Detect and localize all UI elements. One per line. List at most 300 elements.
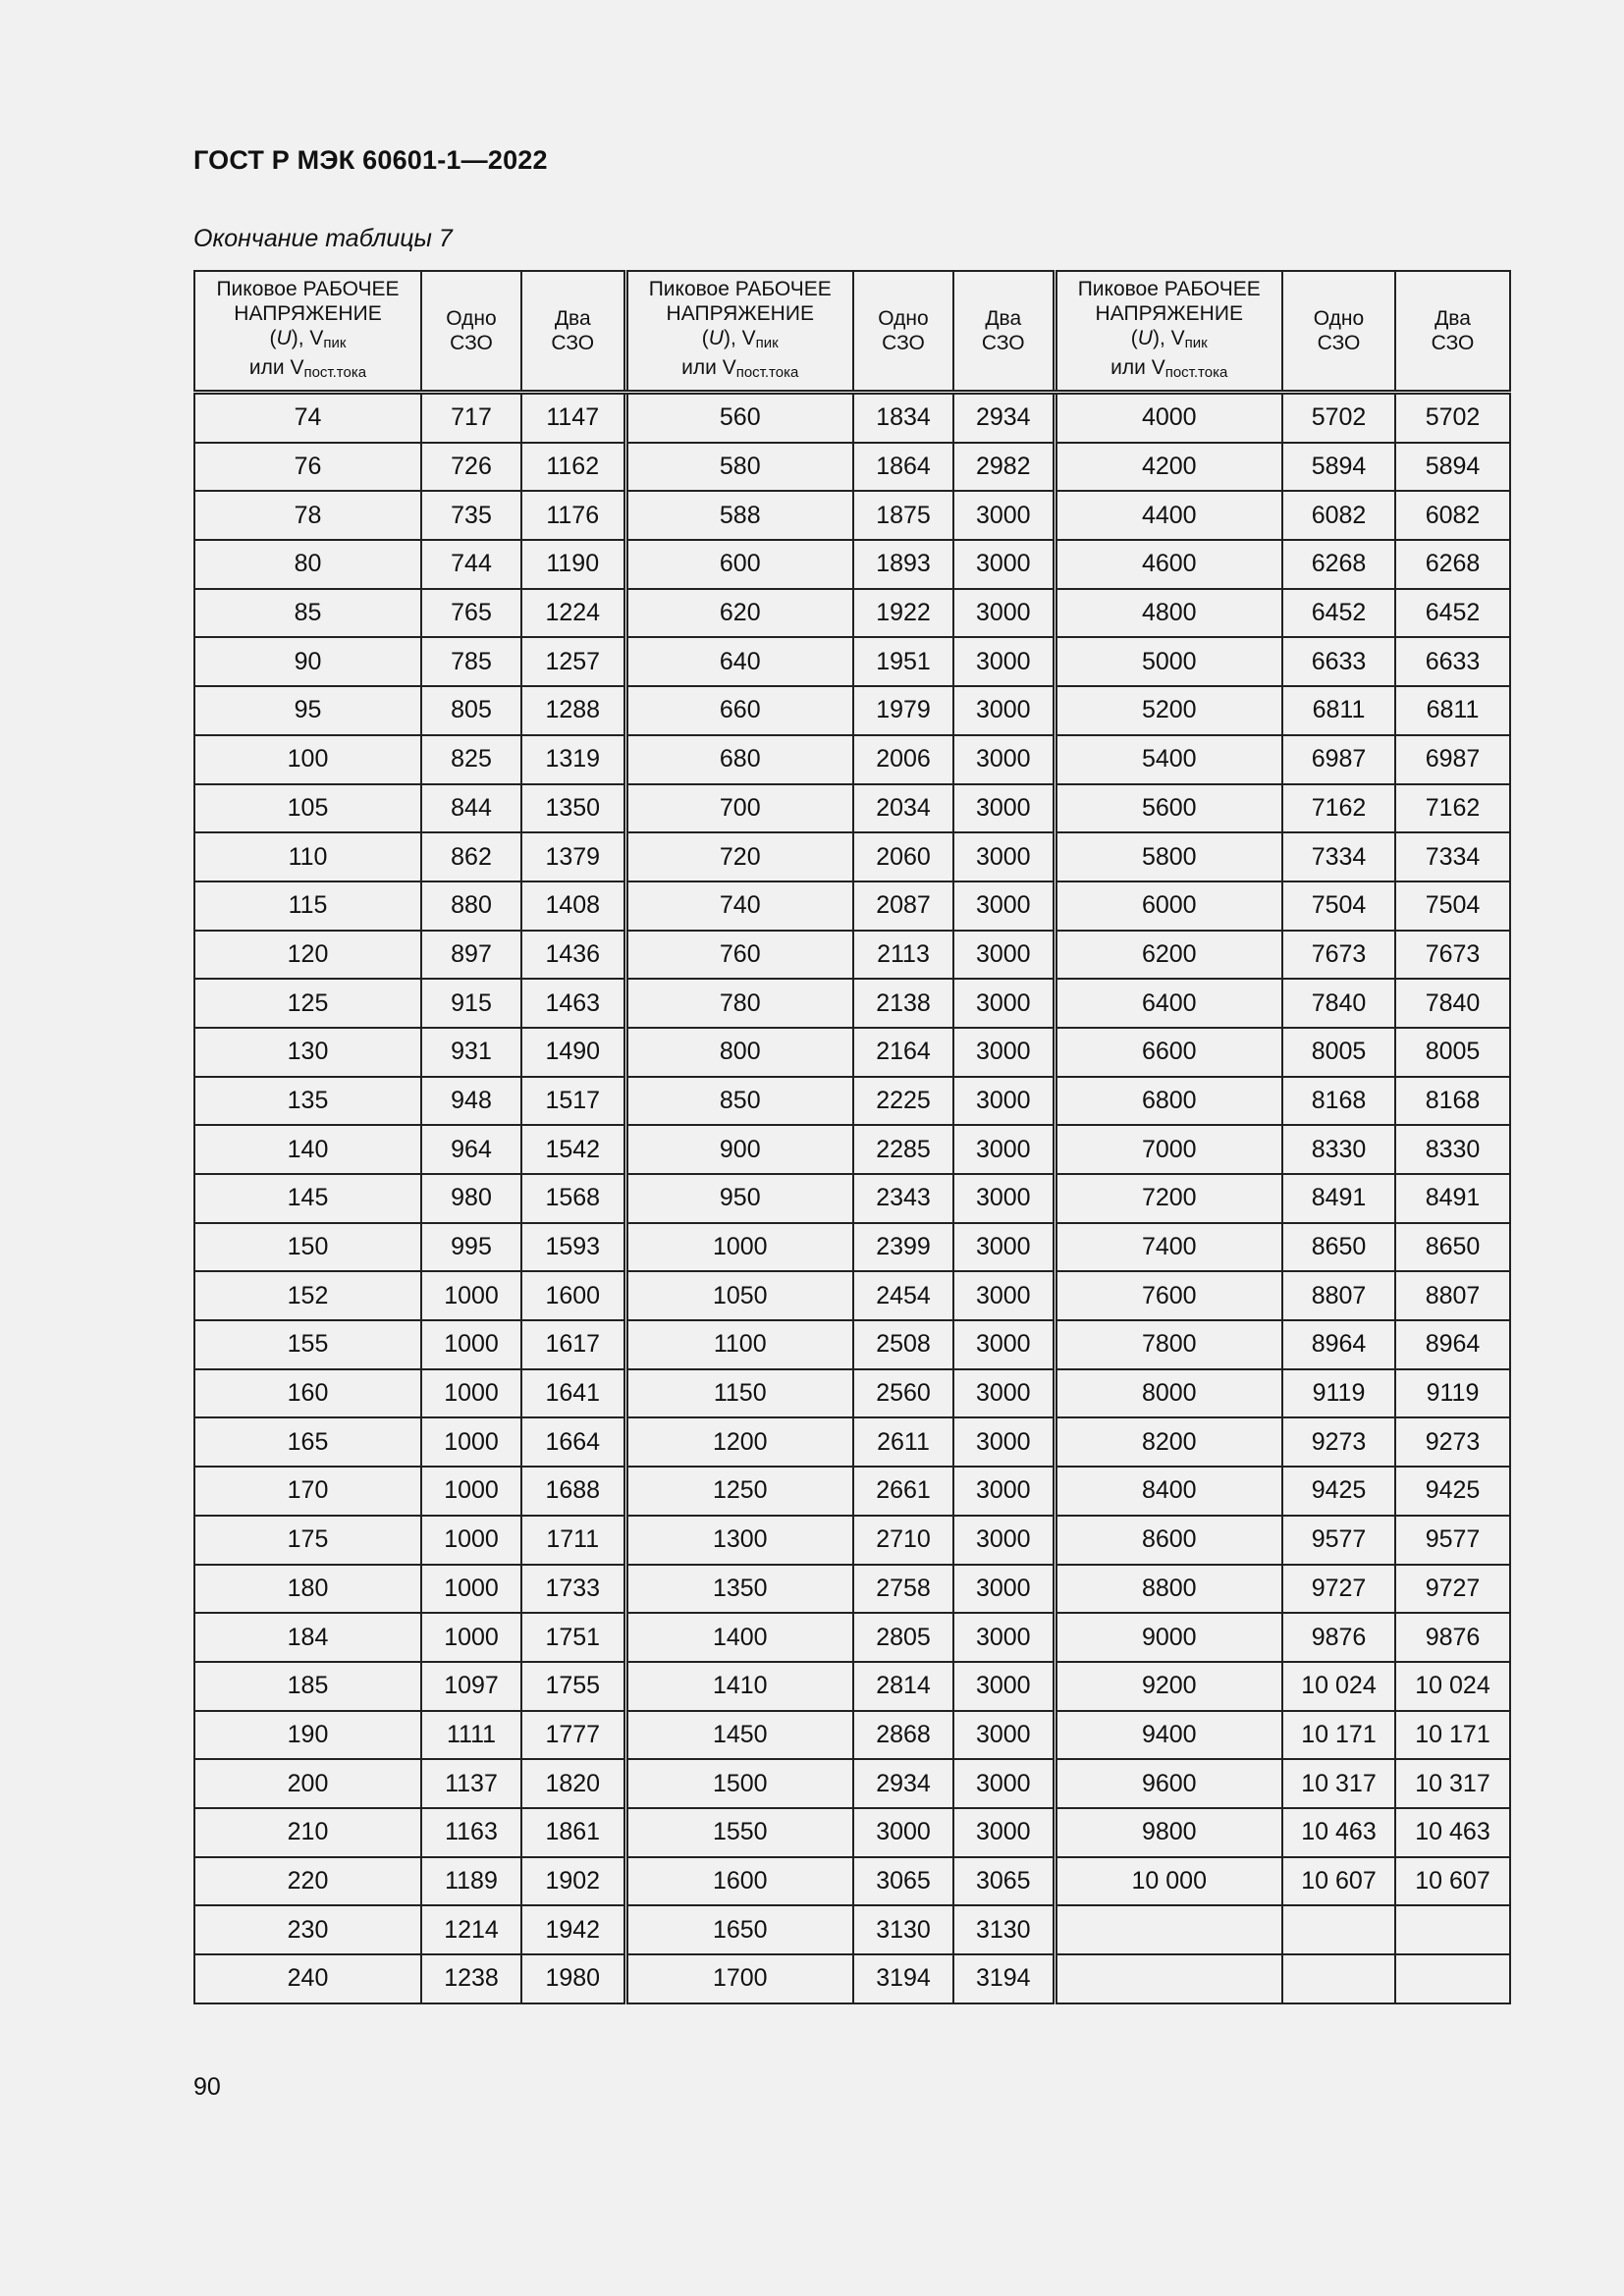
table-cell: 720: [625, 832, 853, 881]
table-cell: [1395, 1905, 1510, 1954]
table-row: [194, 1711, 1510, 1760]
table-cell: 5894: [1395, 443, 1510, 492]
table-cell: 1864: [853, 443, 953, 492]
table-cell: 9119: [1395, 1369, 1510, 1418]
table-cell: 1568: [521, 1174, 625, 1223]
table-cell: 850: [625, 1077, 853, 1126]
two-mop-column-header: Два СЗО: [953, 271, 1055, 393]
table-cell: 1517: [521, 1077, 625, 1126]
table-cell: 765: [421, 589, 521, 638]
table-row: [194, 393, 1510, 443]
table-row: [194, 1662, 1510, 1711]
table-cell: 1111: [421, 1711, 521, 1760]
voltage-column-header: Пиковое РАБОЧЕЕ НАПРЯЖЕНИЕ (U), $V_{пик}$ или $V_{пост.тока}$: [625, 271, 853, 393]
table-cell: 1190: [521, 540, 625, 589]
table-row: [194, 1417, 1510, 1467]
table-cell: 200: [194, 1759, 421, 1808]
table-cell: 780: [625, 979, 853, 1028]
table-cell: 7673: [1395, 931, 1510, 980]
table-row: [194, 1467, 1510, 1516]
table-cell: 3000: [953, 881, 1055, 931]
table-cell: 5894: [1282, 443, 1395, 492]
table-cell: 6452: [1395, 589, 1510, 638]
table-cell: 7840: [1395, 979, 1510, 1028]
table-cell: 980: [421, 1174, 521, 1223]
table-cell: 1820: [521, 1759, 625, 1808]
table-cell: 8200: [1055, 1417, 1282, 1467]
table-row: [194, 784, 1510, 833]
table-cell: 915: [421, 979, 521, 1028]
table-cell: 2454: [853, 1271, 953, 1320]
table-cell: 1000: [421, 1565, 521, 1614]
table-row: [194, 1320, 1510, 1369]
table-cell: 1162: [521, 443, 625, 492]
table-row: [194, 1125, 1510, 1174]
insulation-table: [193, 270, 1511, 2004]
table-cell: 1400: [625, 1613, 853, 1662]
table-cell: 1000: [421, 1320, 521, 1369]
table-cell: 7334: [1395, 832, 1510, 881]
voltage-column-header: Пиковое РАБОЧЕЕ НАПРЯЖЕНИЕ (U), $V_{пик}$ или $V_{пост.тока}$: [1055, 271, 1282, 393]
table-cell: 7504: [1282, 881, 1395, 931]
table-cell: 155: [194, 1320, 421, 1369]
table-cell: 897: [421, 931, 521, 980]
table-cell: 10 607: [1282, 1857, 1395, 1906]
table-cell: 7162: [1282, 784, 1395, 833]
table-row: [194, 881, 1510, 931]
table-row: [194, 1565, 1510, 1614]
table-cell: 1755: [521, 1662, 625, 1711]
table-cell: 3194: [953, 1954, 1055, 2003]
table-cell: 140: [194, 1125, 421, 1174]
table-cell: 1593: [521, 1223, 625, 1272]
table-cell: 1463: [521, 979, 625, 1028]
table-cell: 995: [421, 1223, 521, 1272]
table-cell: 1664: [521, 1417, 625, 1467]
table-cell: 964: [421, 1125, 521, 1174]
table-cell: 120: [194, 931, 421, 980]
table-cell: 5702: [1282, 393, 1395, 443]
table-cell: 3000: [953, 735, 1055, 784]
table-cell: 2060: [853, 832, 953, 881]
table-cell: 2661: [853, 1467, 953, 1516]
table-cell: 6600: [1055, 1028, 1282, 1077]
table-cell: 8330: [1395, 1125, 1510, 1174]
table-cell: 8491: [1395, 1174, 1510, 1223]
table-cell: 9400: [1055, 1711, 1282, 1760]
table-cell: 90: [194, 637, 421, 686]
table-cell: 1147: [521, 393, 625, 443]
table-cell: 2710: [853, 1516, 953, 1565]
table-cell: 8400: [1055, 1467, 1282, 1516]
table-cell: 640: [625, 637, 853, 686]
table-cell: 3000: [953, 491, 1055, 540]
table-cell: 3130: [853, 1905, 953, 1954]
table-cell: 130: [194, 1028, 421, 1077]
table-cell: 2934: [953, 393, 1055, 443]
table-cell: 7334: [1282, 832, 1395, 881]
table-cell: 1350: [521, 784, 625, 833]
table-cell: 185: [194, 1662, 421, 1711]
table-cell: 7504: [1395, 881, 1510, 931]
table-cell: 948: [421, 1077, 521, 1126]
table-cell: 3000: [953, 1565, 1055, 1614]
table-cell: 1000: [421, 1369, 521, 1418]
table-cell: 1257: [521, 637, 625, 686]
table-cell: 560: [625, 393, 853, 443]
table-cell: 2508: [853, 1320, 953, 1369]
table-row: [194, 1516, 1510, 1565]
table-cell: 2934: [853, 1759, 953, 1808]
table-cell: 588: [625, 491, 853, 540]
table-cell: 1942: [521, 1905, 625, 1954]
table-cell: 165: [194, 1417, 421, 1467]
table-row: [194, 1174, 1510, 1223]
table-cell: 1700: [625, 1954, 853, 2003]
table-cell: 10 463: [1395, 1808, 1510, 1857]
table-cell: 85: [194, 589, 421, 638]
table-cell: 600: [625, 540, 853, 589]
table-cell: 1238: [421, 1954, 521, 2003]
table-row: [194, 1857, 1510, 1906]
table-cell: 2814: [853, 1662, 953, 1711]
table-cell: 2758: [853, 1565, 953, 1614]
table-cell: 800: [625, 1028, 853, 1077]
table-body: [194, 393, 1510, 2003]
table-row: [194, 1808, 1510, 1857]
table-cell: 9577: [1282, 1516, 1395, 1565]
document-header: ГОСТ Р МЭК 60601-1—2022: [193, 145, 548, 175]
table-cell: 1733: [521, 1565, 625, 1614]
table-cell: 4600: [1055, 540, 1282, 589]
table-cell: 9119: [1282, 1369, 1395, 1418]
table-cell: 9876: [1395, 1613, 1510, 1662]
table-cell: 180: [194, 1565, 421, 1614]
table-cell: 190: [194, 1711, 421, 1760]
table-cell: 1410: [625, 1662, 853, 1711]
table-cell: [1282, 1905, 1395, 1954]
table-cell: 1500: [625, 1759, 853, 1808]
table-cell: 1189: [421, 1857, 521, 1906]
one-mop-column-header: Одно СЗО: [1282, 271, 1395, 393]
table-cell: 135: [194, 1077, 421, 1126]
table-cell: 4200: [1055, 443, 1282, 492]
page-number: 90: [193, 2073, 221, 2101]
table-cell: 10 000: [1055, 1857, 1282, 1906]
table-caption: Окончание таблицы 7: [193, 225, 453, 252]
table-cell: 8807: [1395, 1271, 1510, 1320]
table-cell: 10 607: [1395, 1857, 1510, 1906]
table-cell: 8650: [1395, 1223, 1510, 1272]
table-cell: 152: [194, 1271, 421, 1320]
table-row: [194, 491, 1510, 540]
table-cell: 1150: [625, 1369, 853, 1418]
table-row: [194, 443, 1510, 492]
table-cell: 3000: [953, 1613, 1055, 1662]
table-cell: 6633: [1395, 637, 1510, 686]
table-cell: 8807: [1282, 1271, 1395, 1320]
table-cell: 6800: [1055, 1077, 1282, 1126]
table-row: [194, 1223, 1510, 1272]
table-cell: 9727: [1282, 1565, 1395, 1614]
table-cell: 1408: [521, 881, 625, 931]
table-row: [194, 589, 1510, 638]
table-cell: 8000: [1055, 1369, 1282, 1418]
table-cell: 6811: [1395, 686, 1510, 735]
table-row: [194, 1028, 1510, 1077]
table-cell: 3000: [953, 637, 1055, 686]
table-cell: 1163: [421, 1808, 521, 1857]
table-cell: 6452: [1282, 589, 1395, 638]
table-cell: 1751: [521, 1613, 625, 1662]
table-cell: 1200: [625, 1417, 853, 1467]
table-cell: 150: [194, 1223, 421, 1272]
table-cell: 1300: [625, 1516, 853, 1565]
table-cell: [1055, 1954, 1282, 2003]
table-cell: 8005: [1395, 1028, 1510, 1077]
table-cell: 8168: [1395, 1077, 1510, 1126]
table-cell: 3000: [953, 1711, 1055, 1760]
table-row: [194, 1369, 1510, 1418]
table-cell: 3000: [953, 1174, 1055, 1223]
table-cell: 3000: [953, 540, 1055, 589]
table-cell: [1395, 1954, 1510, 2003]
table-cell: 740: [625, 881, 853, 931]
table-cell: 1979: [853, 686, 953, 735]
table-cell: 1000: [421, 1271, 521, 1320]
table-cell: 9600: [1055, 1759, 1282, 1808]
table-cell: 5400: [1055, 735, 1282, 784]
table-cell: 3000: [953, 1369, 1055, 1418]
table-row: [194, 540, 1510, 589]
table-cell: 6268: [1395, 540, 1510, 589]
table-cell: 100: [194, 735, 421, 784]
table-cell: 1214: [421, 1905, 521, 1954]
table-cell: 145: [194, 1174, 421, 1223]
table-cell: 2285: [853, 1125, 953, 1174]
table-cell: 2560: [853, 1369, 953, 1418]
table-cell: 1600: [521, 1271, 625, 1320]
table-cell: 2399: [853, 1223, 953, 1272]
table-cell: 3000: [953, 832, 1055, 881]
table-cell: 1550: [625, 1808, 853, 1857]
table-cell: 3065: [953, 1857, 1055, 1906]
table-cell: 1600: [625, 1857, 853, 1906]
table-cell: 10 463: [1282, 1808, 1395, 1857]
table-cell: 1450: [625, 1711, 853, 1760]
table-cell: 10 171: [1282, 1711, 1395, 1760]
table-cell: 3000: [953, 1320, 1055, 1369]
table-cell: 1097: [421, 1662, 521, 1711]
table-cell: 2343: [853, 1174, 953, 1223]
table-cell: 7400: [1055, 1223, 1282, 1272]
table-cell: 580: [625, 443, 853, 492]
table-cell: 3000: [953, 1467, 1055, 1516]
table-cell: 1000: [421, 1516, 521, 1565]
table-cell: 862: [421, 832, 521, 881]
table-row: [194, 931, 1510, 980]
table-cell: 760: [625, 931, 853, 980]
table-cell: 8005: [1282, 1028, 1395, 1077]
table-cell: 3000: [953, 1028, 1055, 1077]
table-cell: 3000: [953, 979, 1055, 1028]
table-cell: 240: [194, 1954, 421, 2003]
table-cell: 2087: [853, 881, 953, 931]
table-cell: 7840: [1282, 979, 1395, 1028]
table-cell: 6633: [1282, 637, 1395, 686]
table-row: [194, 1613, 1510, 1662]
table-cell: 6400: [1055, 979, 1282, 1028]
table-cell: 1100: [625, 1320, 853, 1369]
table-cell: 8491: [1282, 1174, 1395, 1223]
table-cell: 76: [194, 443, 421, 492]
table-cell: 3000: [953, 1759, 1055, 1808]
table-cell: 125: [194, 979, 421, 1028]
table-cell: 210: [194, 1808, 421, 1857]
table-cell: 1641: [521, 1369, 625, 1418]
table-cell: 3000: [953, 1808, 1055, 1857]
table-cell: 2868: [853, 1711, 953, 1760]
table-row: [194, 832, 1510, 881]
table-cell: 1688: [521, 1467, 625, 1516]
table-cell: 1617: [521, 1320, 625, 1369]
table-cell: 1875: [853, 491, 953, 540]
table-cell: 620: [625, 589, 853, 638]
table-cell: 170: [194, 1467, 421, 1516]
table-cell: 6082: [1282, 491, 1395, 540]
table-cell: 110: [194, 832, 421, 881]
table-cell: 844: [421, 784, 521, 833]
table-cell: 1000: [625, 1223, 853, 1272]
table-cell: 2225: [853, 1077, 953, 1126]
table-cell: 2611: [853, 1417, 953, 1467]
table-cell: 5000: [1055, 637, 1282, 686]
table-cell: 7200: [1055, 1174, 1282, 1223]
table-cell: 7673: [1282, 931, 1395, 980]
table-cell: 184: [194, 1613, 421, 1662]
table-cell: 9273: [1282, 1417, 1395, 1467]
table-cell: 1288: [521, 686, 625, 735]
table-cell: 717: [421, 393, 521, 443]
table-cell: 1893: [853, 540, 953, 589]
table-cell: 9000: [1055, 1613, 1282, 1662]
table-cell: 74: [194, 393, 421, 443]
table-cell: 3130: [953, 1905, 1055, 1954]
table-cell: 1922: [853, 589, 953, 638]
table-cell: 5800: [1055, 832, 1282, 881]
table-row: [194, 637, 1510, 686]
table-cell: 1050: [625, 1271, 853, 1320]
table-cell: 660: [625, 686, 853, 735]
table-cell: 6987: [1395, 735, 1510, 784]
table-row: [194, 735, 1510, 784]
table-cell: 115: [194, 881, 421, 931]
table-cell: 8964: [1395, 1320, 1510, 1369]
table-cell: 10 171: [1395, 1711, 1510, 1760]
table-cell: 3000: [953, 1662, 1055, 1711]
table-cell: 3000: [953, 1125, 1055, 1174]
table-cell: 900: [625, 1125, 853, 1174]
table-row: [194, 1954, 1510, 2003]
table-cell: 10 317: [1282, 1759, 1395, 1808]
table-row: [194, 1271, 1510, 1320]
table-cell: 1250: [625, 1467, 853, 1516]
table-cell: 10 024: [1395, 1662, 1510, 1711]
table-cell: 1861: [521, 1808, 625, 1857]
table-cell: 8168: [1282, 1077, 1395, 1126]
table-cell: 2034: [853, 784, 953, 833]
table-cell: 1542: [521, 1125, 625, 1174]
table-cell: 726: [421, 443, 521, 492]
table-cell: 8330: [1282, 1125, 1395, 1174]
table-cell: 9200: [1055, 1662, 1282, 1711]
table-cell: 9800: [1055, 1808, 1282, 1857]
one-mop-column-header: Одно СЗО: [421, 271, 521, 393]
table-cell: 1176: [521, 491, 625, 540]
table-cell: 1000: [421, 1613, 521, 1662]
table-cell: [1055, 1905, 1282, 1954]
table-cell: 175: [194, 1516, 421, 1565]
table-cell: 8650: [1282, 1223, 1395, 1272]
table-cell: 8600: [1055, 1516, 1282, 1565]
table-cell: 6268: [1282, 540, 1395, 589]
table-cell: 1137: [421, 1759, 521, 1808]
table-cell: 2006: [853, 735, 953, 784]
table-cell: 700: [625, 784, 853, 833]
table-cell: 825: [421, 735, 521, 784]
table-header-row: [194, 271, 1510, 393]
table-cell: 1951: [853, 637, 953, 686]
table-cell: 9727: [1395, 1565, 1510, 1614]
table-cell: 1379: [521, 832, 625, 881]
table-cell: 1650: [625, 1905, 853, 1954]
one-mop-column-header: Одно СЗО: [853, 271, 953, 393]
table-cell: 1224: [521, 589, 625, 638]
table-cell: 744: [421, 540, 521, 589]
table-row: [194, 686, 1510, 735]
table-cell: 1834: [853, 393, 953, 443]
table-cell: 4400: [1055, 491, 1282, 540]
two-mop-column-header: Два СЗО: [1395, 271, 1510, 393]
table-cell: 7162: [1395, 784, 1510, 833]
table-cell: 1980: [521, 1954, 625, 2003]
table-cell: 1000: [421, 1417, 521, 1467]
table-cell: 95: [194, 686, 421, 735]
table-cell: 2113: [853, 931, 953, 980]
table-cell: 1350: [625, 1565, 853, 1614]
table-cell: 1319: [521, 735, 625, 784]
two-mop-column-header: Два СЗО: [521, 271, 625, 393]
table-cell: 3000: [953, 931, 1055, 980]
table-cell: [1282, 1954, 1395, 2003]
table-cell: 1000: [421, 1467, 521, 1516]
table-cell: 5200: [1055, 686, 1282, 735]
table-cell: 10 024: [1282, 1662, 1395, 1711]
table-cell: 8964: [1282, 1320, 1395, 1369]
table-cell: 2805: [853, 1613, 953, 1662]
table-cell: 2164: [853, 1028, 953, 1077]
table-cell: 2138: [853, 979, 953, 1028]
table-cell: 3065: [853, 1857, 953, 1906]
table-cell: 6200: [1055, 931, 1282, 980]
table-cell: 6000: [1055, 881, 1282, 931]
table-cell: 1711: [521, 1516, 625, 1565]
table-cell: 1902: [521, 1857, 625, 1906]
table-cell: 5600: [1055, 784, 1282, 833]
table-cell: 3000: [953, 589, 1055, 638]
table-cell: 9425: [1395, 1467, 1510, 1516]
table-cell: 3000: [953, 686, 1055, 735]
